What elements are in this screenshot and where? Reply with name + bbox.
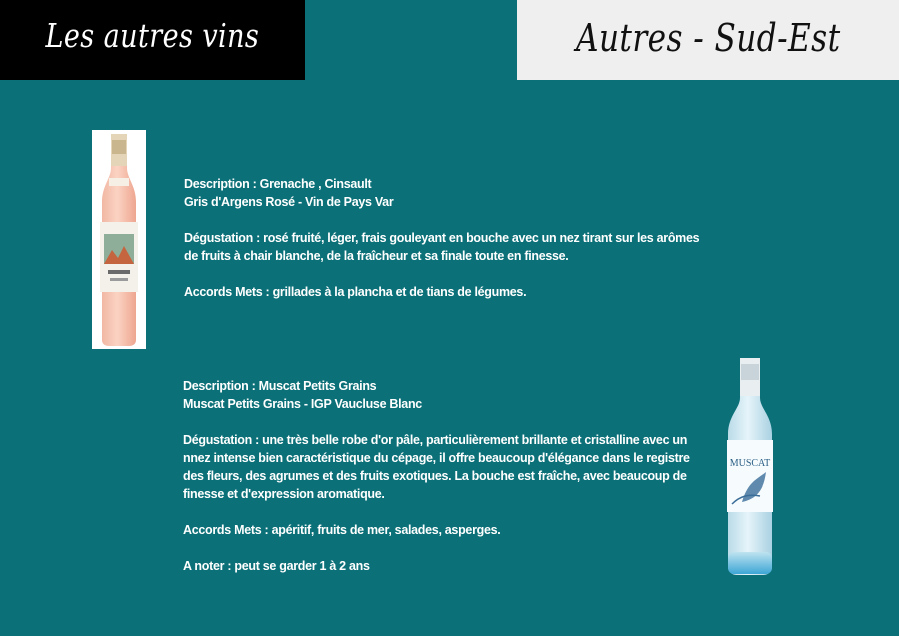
wine-1-pairing: Accords Mets : grillades à la plancha et de tians de légumes. <box>184 285 527 299</box>
wine-1-name: Gris d'Argens Rosé - Vin de Pays Var <box>184 195 394 209</box>
wine-2-details <box>183 377 708 575</box>
header-right-banner <box>517 0 899 80</box>
region-title: Autres - Sud-Est <box>575 16 841 60</box>
wine-1-details <box>184 175 704 301</box>
wine-1-tasting: Dégustation : rosé fruité, léger, frais gouleyant en bouche avec un nez tirant sur les arômes de fruits à chair blanche, de la fraîcheur et sa finale toute en finesse. <box>184 231 700 263</box>
header-left-banner <box>0 0 305 80</box>
wine-2-pairing: Accords Mets : apéritif, fruits de mer, salades, asperges. <box>183 523 501 537</box>
wine-2-tasting: Dégustation : une très belle robe d'or pâle, particulièrement brillante et cristalline avec un nnez intense bien caractéristique du cépage, il offre beaucoup d'élégance dans le registre des fleurs, des agrumes et des fruits exotiques. La bouche est fraîche, avec beaucoup de finesse et d'expression aromatique. <box>183 433 690 501</box>
wine-2-name: Muscat Petits Grains - IGP Vaucluse Blanc <box>183 397 422 411</box>
wine-2-description: Description : Muscat Petits Grains <box>183 379 377 393</box>
wine-2-note: A noter : peut se garder 1 à 2 ans <box>183 559 370 573</box>
rose-bottle-icon <box>92 130 146 349</box>
wine-1-description: Description : Grenache , Cinsault <box>184 177 372 191</box>
section-title: Les autres vins <box>45 15 260 55</box>
muscat-label-text: MUSCAT <box>729 458 771 469</box>
muscat-wine-bottle-image <box>718 352 782 580</box>
muscat-bottle-icon <box>718 352 782 580</box>
rose-wine-bottle-image <box>92 130 146 349</box>
